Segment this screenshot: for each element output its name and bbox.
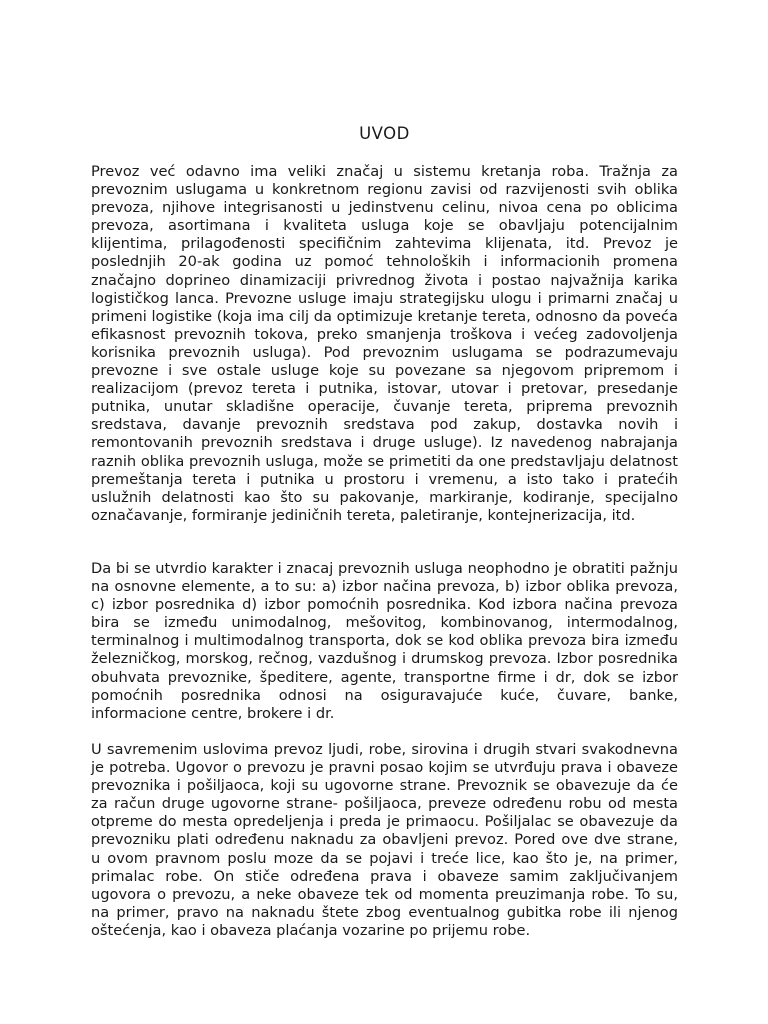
paragraph-2: Da bi se utvrdio karakter i znacaj prevoznih usluga neophodno je obratiti pažnju na osnovne elemente, a to su: a) izbor načina prevoza, b) izbor oblika prevoza, c) izbor posrednika d) izbor pomoćnih posrednika. Kod izbora načina prevoza bira se između unimodalnog, mešovitog, kombinovanog, intermodalnog, terminalnog i multimodalnog transporta, dok se kod oblika prevoza bira između železničkog, morskog, rečnog, vazdušnog i drumskog prevoza. Izbor posrednika obuhvata prevoznike, špeditere, agente, transportne firme i dr, dok se izbor pomoćnih posrednika odnosi na osiguravajuće kuće, čuvare, banke, informacione centre, brokere i dr.: [91, 560, 678, 722]
paragraph-1: Prevoz već odavno ima veliki značaj u sistemu kretanja roba. Tražnja za prevoznim uslugama u konkretnom regionu zavisi od razvijenosti svih oblika prevoza, njihove integrisanosti u jedinstvenu celinu, nivoa cena po oblicima prevoza, asortimana i kvaliteta usluga koje se obavljaju potencijalnim klijentima, prilagođenosti specifičnim zahtevima klijenata, itd. Prevoz je poslednjih 20-ak godina uz pomoć tehnoloških i informacionih promena značajno doprineo dinamizaciji privrednog života i postao najvažnija karika logističkog lanca. Prevozne usluge imaju strategijsku ulogu i primarni značaj u primeni logistike (koja ima cilj da optimizuje kretanje tereta, odnosno da poveća efikasnost prevoznih tokova, preko smanjenja troškova i većeg zadovoljenja korisnika prevoznih usluga). Pod prevoznim uslugama se podrazumevaju prevozne i sve ostale usluge koje su povezane sa njegovom pripremom i realizacijom (prevoz tereta i putnika, istovar, utovar i pretovar, presedanje putnika, unutar skladišne operacije, čuvanje tereta, priprema prevoznih sredstava, davanje prevoznih sredstava pod zakup, dostavka novih i remontovanih prevoznih sredstava i druge usluge). Iz navedenog nabrajanja raznih oblika prevoznih usluga, može se primetiti da one predstavljaju delatnost premeštanja tereta i putnika u prostoru i vremenu, a isto tako i pratećih uslužnih delatnosti kao što su pakovanje, markiranje, kodiranje, specijalno označavanje, formiranje jediničnih tereta, paletiranje, kontejnerizacija, itd.: [91, 163, 678, 524]
page-title: UVOD: [359, 124, 410, 143]
document-page: [91, 0, 678, 1024]
paragraph-3: U savremenim uslovima prevoz ljudi, robe, sirovina i drugih stvari svakodnevna je potreba. Ugovor o prevozu je pravni posao kojim se utvrđuju prava i obaveze prevoznika i pošiljaoca, koji su ugovorne strane. Prevoznik se obavezuje da će za račun druge ugovorne strane- pošiljaoca, preveze određenu robu od mesta otpreme do mesta opredeljenja i preda je primaocu. Pošiljalac se obavezuje da prevozniku plati određenu naknadu za obavljeni prevoz. Pored ove dve strane, u ovom pravnom poslu moze da se pojavi i treće lice, kao što je, na primer, primalac robe. On stiče određena prava i obaveze samim zaključivanjem ugovora o prevozu, a neke obaveze tek od momenta preuzimanja robe. To su, na primer, pravo na naknadu štete zbog eventualnog gubitka robe ili njenog oštećenja, kao i obaveza plaćanja vozarine po prijemu robe.: [91, 741, 678, 939]
